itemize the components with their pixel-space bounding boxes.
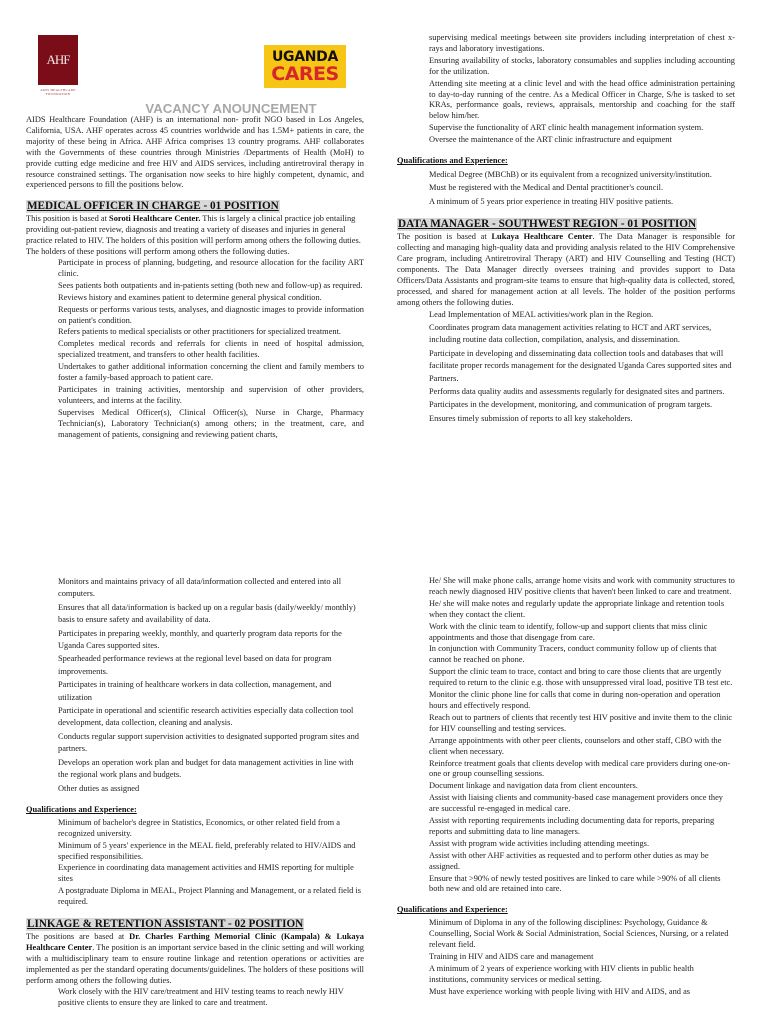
uganda-cares-logo-line1: UGANDA (271, 49, 339, 65)
list-item: Reviews history and examines patient to determine general physical condition. (58, 292, 322, 302)
duty-list (26, 576, 364, 795)
paragraph (26, 932, 364, 987)
uganda-cares-logo-line2: CARES (271, 63, 339, 85)
section-heading: DATA MANAGER - SOUTHWEST REGION - 01 POSITION (398, 218, 697, 231)
list-item: supervising medical meetings between site providers including interpretation of chest x-rays and laboratory investigations. (429, 33, 735, 53)
section-heading-wrap (397, 209, 735, 232)
duty-list (397, 576, 735, 895)
list-item: Participate in developing and disseminating data collection tools and databases that will facilitate proper records management for the designated Uganda Cares supported sites and Partners. (429, 348, 732, 383)
duty-list (26, 258, 364, 441)
list-item: Reach out to partners of clients that recently test HIV positive and invite them to the clinic for HIV counselling and testing services. (429, 712, 733, 733)
list-item: Develops an operation work plan and budget for data management activities in line with the regional work plans and budgets. (58, 757, 354, 780)
list-item: Must have experience working with people living with HIV and AIDS, and as (429, 986, 691, 996)
list-item: Other duties as assigned (58, 783, 140, 793)
list-item: Participate in process of planning, budgeting, and resource allocation for the facility ART clinic. (58, 257, 364, 278)
list-item: Requests or performs various tests, analyses, and diagnostic images to provide information on patient's condition. (58, 304, 364, 325)
bold-text: Lukaya Healthcare Center (491, 232, 593, 242)
qualifications-heading: Qualifications and Experience: (397, 156, 508, 166)
section-heading: LINKAGE & RETENTION ASSISTANT - 02 POSITION (27, 918, 304, 931)
section-heading: MEDICAL OFFICER IN CHARGE - 01 POSITION (27, 200, 279, 213)
paragraph (26, 214, 364, 258)
text-run: This is largely a clinical practice job entailing providing out-patient review, diagnosis and treating a variety of diseases and injuries in general practice related to HIV. The holders of this position will perform among others the following duties. The holders of these positions will perform among others the following duties. (26, 214, 361, 257)
page2-left-column (26, 576, 364, 1009)
list-item: Training in HIV and AIDS care and management (429, 952, 594, 961)
duty-list (397, 918, 735, 997)
list-item: Work with the clinic team to identify, follow-up and support clients that miss clinic appointments and those that disengage from care. (429, 621, 708, 642)
list-item: Undertakes to gather additional information concerning the client and family members to foster a family-based approach to patient care. (58, 362, 364, 383)
text-run: This position is based at (26, 214, 110, 224)
page2-right-column (397, 576, 735, 999)
list-item: Oversee the maintenance of the ART clinic infrastructure and equipment (429, 135, 672, 145)
list-item: A minimum of 5 years prior experience in treating HIV positive patients. (429, 196, 674, 206)
list-item: Experience in coordinating data management activities and HMIS reporting for multiple sites (58, 863, 354, 884)
list-item: Work closely with the HIV care/treatment and HIV testing teams to reach newly HIV positive clients to ensure they are linked to care and treatment. (58, 986, 344, 1007)
list-item: Document linkage and navigation data from client encounters. (429, 781, 638, 791)
text-run: The positions are based at (26, 932, 130, 942)
list-item: Completes medical records and referrals for clients in need of hospital admission, specialized treatment, and transfers to other health facilities. (58, 339, 364, 360)
list-item: Monitor the clinic phone line for calls that come in during non-operation and operation hours and effectively respond. (429, 690, 721, 710)
list-item: In conjunction with Community Tracers, conduct community follow up of clients that cannot be reached on phone. (429, 644, 717, 665)
list-item: Ensure that >90% of newly tested positives are linked to care while >90% of all clients both new and old are retained into care. (429, 873, 721, 894)
list-item: Assist with program wide activities including attending meetings. (429, 838, 650, 848)
list-item: Monitors and maintains privacy of all data/information collected and entered into all computers. (58, 577, 342, 599)
list-item: Coordinates program data management activities relating to HCT and ART services, including routine data collection, compilation, analysis, and dissemination. (429, 322, 712, 345)
list-item: Sees patients both outpatients and in-patients setting (both new and follow-up) as required. (58, 280, 363, 290)
list-item: Assist with reporting requirements including documenting data for reports, preparing reports and submitting data to line managers. (429, 816, 715, 836)
list-item: Participates in training activities, mentorship and supervision of other providers, volunteers, and interns at the facility. (58, 384, 364, 405)
uganda-cares-logo (264, 45, 346, 88)
list-item: Ensures timely submission of reports to all key stakeholders. (429, 413, 633, 423)
list-item: Must be registered with the Medical and Dental practitioner's council. (429, 183, 664, 193)
section-heading-wrap (26, 909, 364, 932)
list-item: He/ She will make phone calls, arrange home visits and work with community structures to reach newly diagnosed HIV positive clients that haven't been linked to care and treatment. (429, 576, 735, 596)
duty-list (397, 309, 735, 426)
page1-right-column (397, 33, 735, 426)
list-item: Refers patients to medical specialists or other practitioners for specialized treatment. (58, 327, 342, 337)
list-item: Conducts regular support supervision activities to designated supported program sites and partners. (58, 731, 359, 754)
paragraph (397, 232, 735, 308)
list-item: Lead Implementation of MEAL activities/work plan in the Region. (429, 309, 654, 319)
ahf-logo-mark: AHF (38, 35, 78, 85)
list-item: Medical Degree (MBChB) or its equivalent from a recognized university/institution. (429, 169, 712, 179)
list-item: Supervise the functionality of ART clinic health management information system. (429, 123, 704, 133)
qualifications-heading: Qualifications and Experience: (397, 905, 508, 915)
list-item: Participates in preparing weekly, monthly, and quarterly program data reports for the Uganda Cares supported sites. (58, 628, 342, 651)
bold-text: Dr. Charles Farthing Memorial Clinic (Kampala) & Lukaya Healthcare Center (26, 932, 364, 952)
list-item: A minimum of 2 years of experience working with HIV clients in public health institutions, community services or medical setting. (429, 963, 694, 984)
list-item: Minimum of 5 years' experience in the MEAL field, preferably related to HIV/AIDS and specified responsibilities. (58, 840, 356, 861)
list-item: A postgraduate Diploma in MEAL, Project Planning and Management, or a related field is required. (58, 886, 362, 907)
page-title: VACANCY ANOUNCEMENT (145, 101, 317, 116)
ahf-logo-subtitle: AIDS HEALTHCARE FOUNDATION (40, 88, 76, 96)
list-item: Participates in the development, monitoring, and communication of program targets. (429, 400, 713, 410)
qualifications-heading: Qualifications and Experience: (26, 804, 137, 814)
list-item: Ensures that all data/information is backed up on a regular basis (daily/weekly/ monthly) basis to ensure safety and availability of data. (58, 602, 356, 625)
duty-list (397, 169, 735, 208)
list-item: Support the clinic team to trace, contact and bring to care those clients that are urgently required to return to the clinic e.g. those with unsuppressed viral load, positive TB test etc. (429, 667, 733, 688)
list-item: Performs data quality audits and assessments regularly for designated sites and partners. (429, 386, 725, 396)
list-item: Reinforce treatment goals that clients develop with medical care providers during one-on-one or group counselling sessions. (429, 758, 731, 779)
page1-left-column (26, 115, 364, 441)
list-item: Assist with other AHF activities as requested and to perform other duties as may be assigned. (429, 850, 709, 871)
list-item: He/ she will make notes and regularly update the appropriate linkage and retention tools when they contact the client. (429, 598, 725, 619)
text-run: The position is based at (397, 232, 492, 242)
list-item: Supervises Medical Officer(s), Clinical Officer(s), Nurse in Charge, Pharmacy Technician(s), Laboratory Technician(s) among others; in the treatment, care, and management of patients, consigning and reviewing patient charts, (58, 407, 364, 439)
text-run: . The position is an important service based in the clinic setting and will working with a multidisciplinary team to ensure routine linkage and retention operations or activities are implemented as per the standard operating documents/guidelines. The holders of these positions will perform among others the following duties. (26, 942, 364, 985)
duty-list (26, 987, 364, 1009)
list-item: Participate in operational and scientific research activities especially data collection tool development, data collection, cleaning and analysis. (58, 706, 354, 728)
list-item: Minimum of Diploma in any of the following disciplines: Psychology, Guidance & Counselling, Social Work & Social Administration, Social Sciences, Nursing, or a related relevant field. (429, 918, 729, 950)
qualifications-heading-wrap (397, 156, 735, 167)
list-item: Assist with liaising clients and community-based case management providers once they are successful re-engaged in medical care. (429, 793, 723, 814)
paragraph (26, 115, 364, 191)
qualifications-heading-wrap (26, 805, 364, 816)
duty-list (397, 33, 735, 146)
list-item: Arrange appointments with other peer clients, counselors and other staff, CBO with the client when necessary. (429, 735, 722, 756)
text-run: AIDS Healthcare Foundation (AHF) is an international non- profit NGO based in Los Angeles, California, USA. AHF operates across 45 countries worldwide and has 1.5M+ patients in care, the majority of these being in Africa. AHF Africa comprises 13 country programs. AHF collaborates with the Governments of these countries through Ministries /Departments of Health (MoH) to provide cutting edge medicine and free HIV and AIDS services, including antiretroviral therapy in resource constrained settings. The organisation now seeks to hire highly competent, dynamic, and experienced persons to fill the positions below. (26, 115, 364, 190)
list-item: Minimum of bachelor's degree in Statistics, Economics, or other related field from a recognized university. (58, 817, 340, 838)
list-item: Spearheaded performance reviews at the regional level based on data for program improvements. (58, 654, 332, 676)
list-item: Participates in training of healthcare workers in data collection, management, and utilization (58, 680, 332, 702)
list-item: Attending site meeting at a clinic level and with the head office administration pertaining to day-to-day running of the centre. As a Medical Officer in Charge, S/he is tasked to set KRAs, performance goals, reviews, appraisals, mentorship and coaching for the staff below him/her. (429, 78, 735, 121)
bold-text: Soroti Healthcare Center. (109, 214, 201, 224)
section-heading-wrap (26, 191, 364, 214)
qualifications-heading-wrap (397, 905, 735, 916)
duty-list (26, 818, 364, 908)
text-run: . The Data Manager is responsible for collecting and managing high-quality data and providing analysis related to the HIV Comprehensive Care program, including Antiretroviral Therapy (ART) and HIV Counselling and Testing (HCT) components. The Data Manager directly oversees training and provides support to Data Officers/Data Assistants and program-site teams to ensure that high-quality data is collected, stored, processed, and shared for management action at all levels. The holder of the position performs among others the following duties. (397, 232, 735, 307)
list-item: Ensuring availability of stocks, laboratory consumables and supplies including accounting for the utilization. (429, 55, 735, 76)
